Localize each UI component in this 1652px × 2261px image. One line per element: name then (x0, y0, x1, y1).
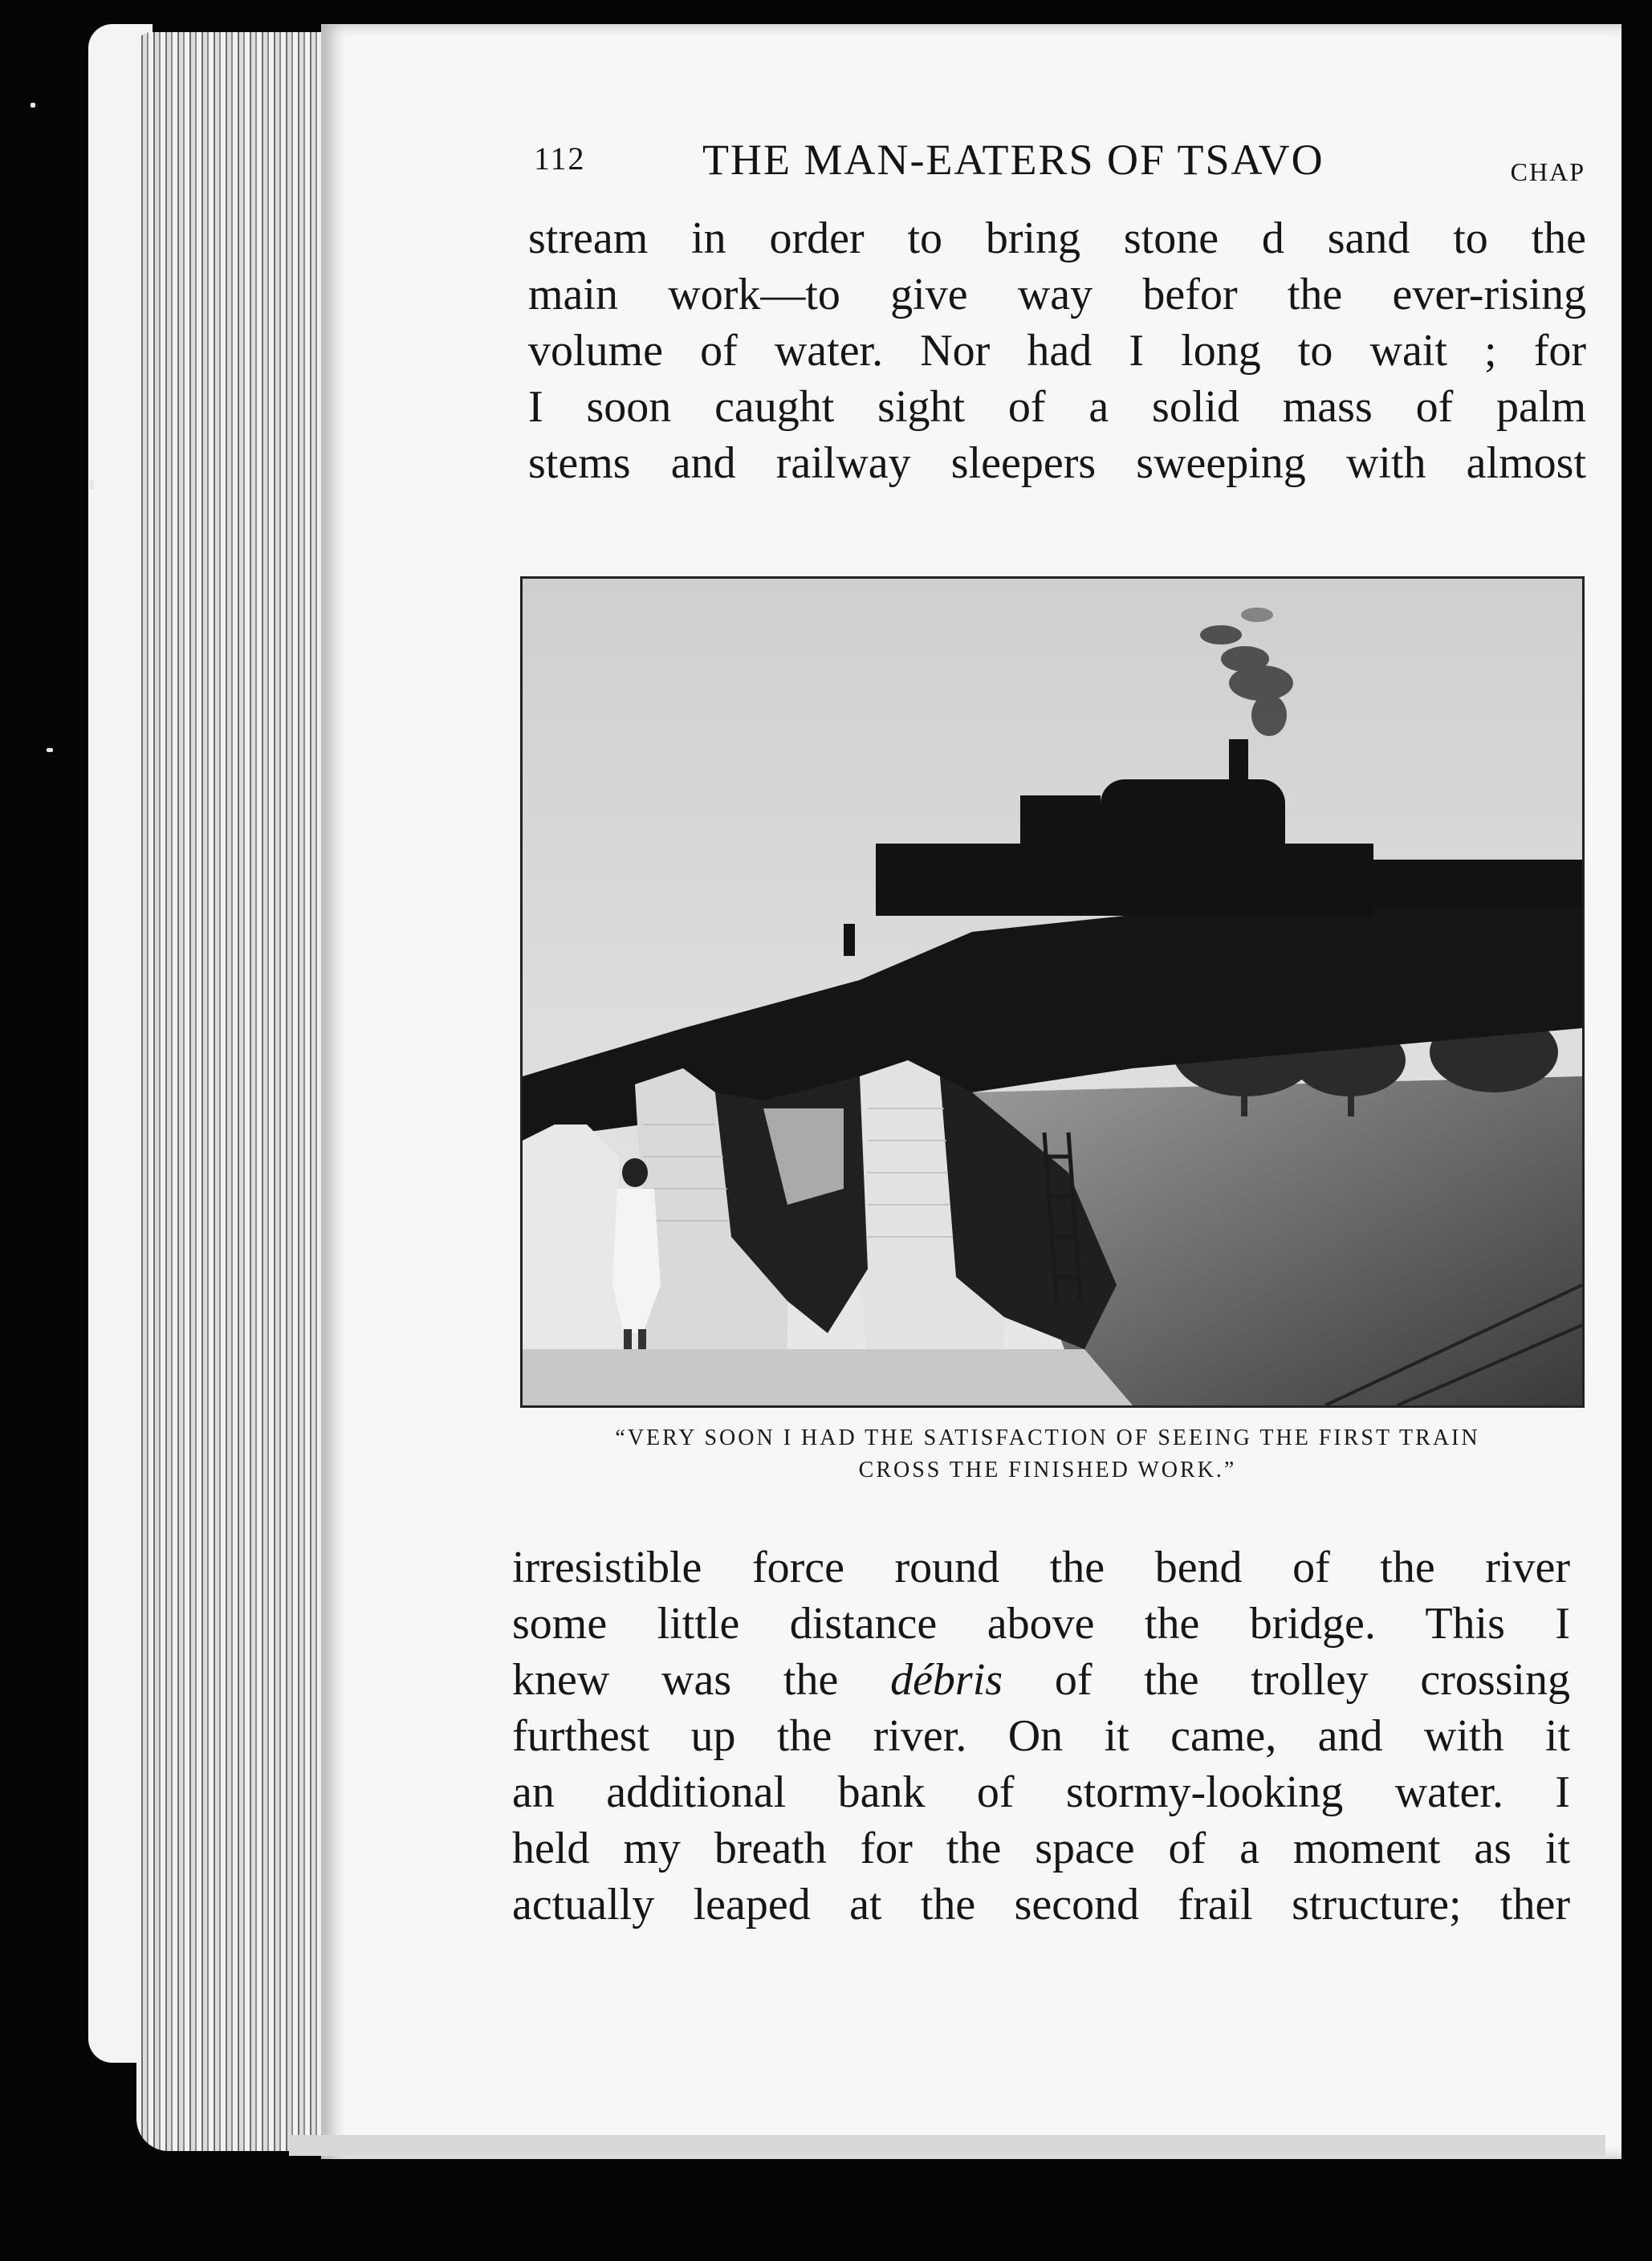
speck (47, 748, 53, 752)
text-line: furthest up the river. On it came, and with it (512, 1711, 1570, 1761)
text-line: an additional bank of stormy-looking water. I (512, 1767, 1570, 1817)
photograph-train-on-bridge (520, 576, 1585, 1408)
text-line: irresistible force round the bend of the river (512, 1543, 1570, 1592)
running-header (534, 135, 1593, 199)
paragraph-bottom (512, 1539, 1570, 1933)
text-line: actually leaped at the second frail structure; ther (512, 1880, 1570, 1930)
text-line: I soon caught sight of a solid mass of palm (528, 382, 1586, 432)
text-line: held my breath for the space of a moment as it (512, 1824, 1570, 1873)
text-line: some little distance above the bridge. This I (512, 1599, 1570, 1649)
italic-word: débris (890, 1655, 1003, 1705)
stacked-page-edges (136, 32, 337, 2151)
figure-caption (514, 1422, 1581, 1486)
text-line: main work—to give way befor the ever-rising (528, 270, 1586, 319)
chapter-label: CHAP (1510, 157, 1585, 186)
page-bottom-edge (289, 2135, 1605, 2156)
paragraph-top (528, 210, 1586, 491)
bridge-photo-illustration (523, 579, 1582, 1405)
text-fragment: of the trolley crossing (1003, 1655, 1570, 1705)
page-number: 112 (534, 140, 586, 177)
text-fragment: knew was the (512, 1655, 891, 1705)
text-line: volume of water. Nor had I long to wait ; for (528, 326, 1586, 376)
speck (31, 103, 35, 108)
speck (90, 480, 94, 490)
running-title: THE MAN-EATERS OF TSAVO (702, 136, 1324, 184)
text-line: stems and railway sleepers sweeping with almost (528, 438, 1586, 488)
caption-line: CROSS THE FINISHED WORK.” (858, 1458, 1237, 1482)
text-line-with-italic (512, 1652, 1570, 1708)
caption-line: “VERY SOON I HAD THE SATISFACTION OF SEEING THE FIRST TRAIN (615, 1425, 1480, 1450)
text-line: stream in order to bring stone d sand to the (528, 213, 1586, 263)
